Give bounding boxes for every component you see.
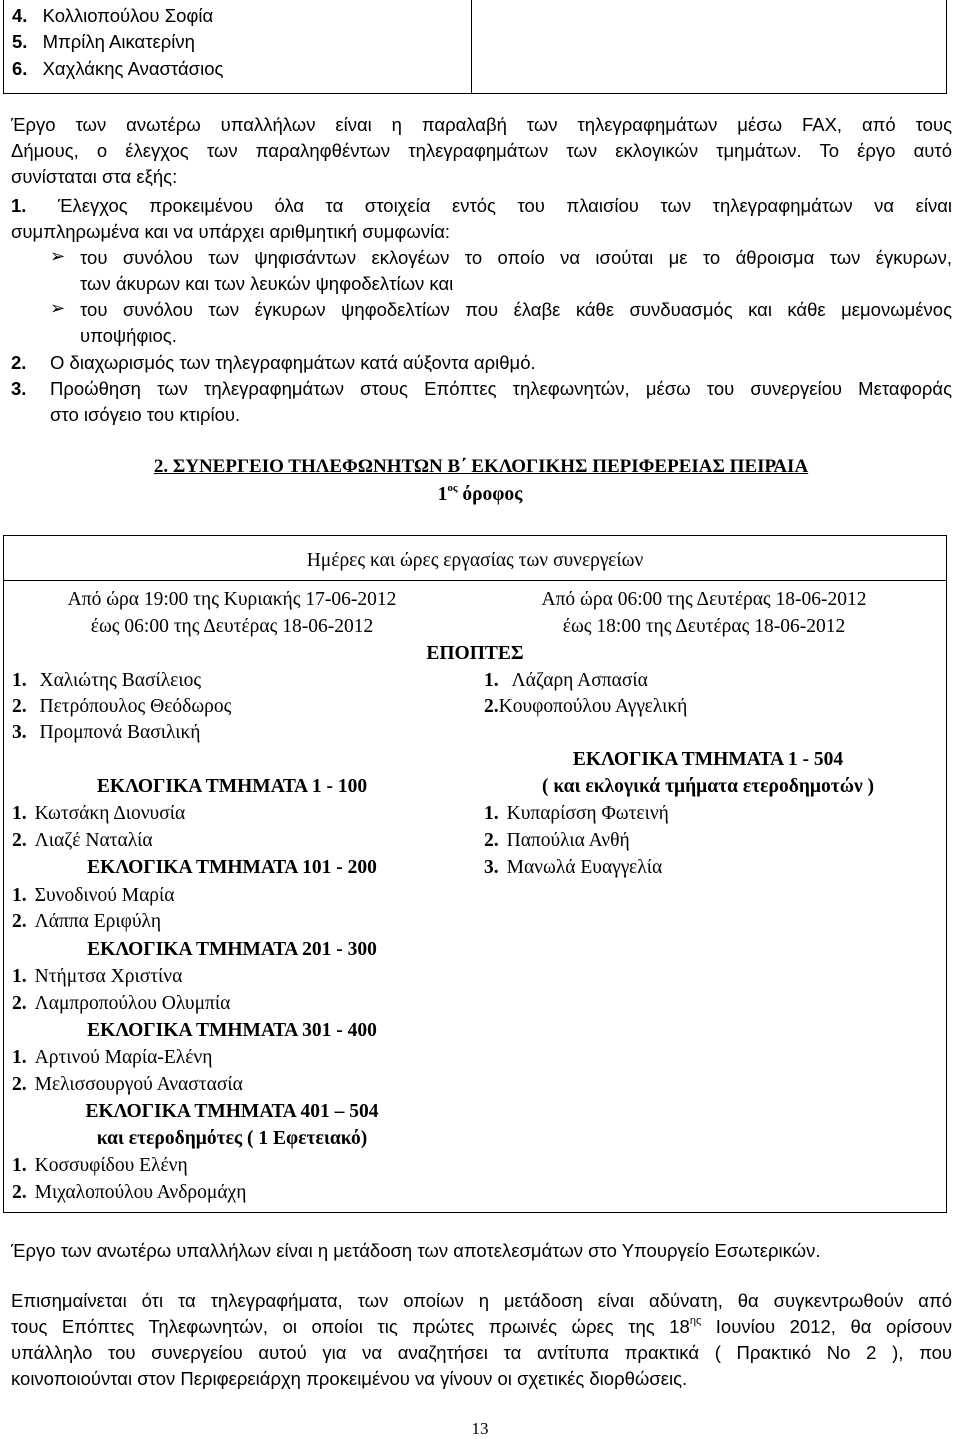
group-subtitle: και ετεροδημότες ( 1 Εφετειακό) bbox=[96, 1128, 368, 1149]
left-shift-end: έως 06:00 της Δευτέρας 18-06-2012 bbox=[90, 616, 374, 637]
floor-label: $1^{o\varsigma}$ όροφος bbox=[437, 482, 523, 505]
bullet-text: του συνόλου των ψηφισάντων εκλογέων το οποίο να ισούται με το άθροισμα των έγκυρων, bbox=[80, 247, 952, 268]
left-supervisor: 2. Πετρόπουλος Θεόδωρος bbox=[12, 696, 232, 717]
step-number: 1. bbox=[11, 195, 27, 216]
intro-paragraph-line: συνίσταται στα εξής: bbox=[11, 166, 178, 187]
left-shift-start: Από ώρα 19:00 της Κυριακής 17-06-2012 bbox=[67, 589, 397, 610]
group-member: 1. Κοσσυφίδου Ελένη bbox=[12, 1155, 188, 1176]
group-member: 2. Μελισσουργού Αναστασία bbox=[12, 1074, 243, 1095]
group-title: ΕΚΛΟΓΙΚΑ ΤΜΗΜΑΤΑ 401 – 504 bbox=[85, 1101, 379, 1122]
group-title: ΕΚΛΟΓΙΚΑ ΤΜΗΜΑΤΑ 201 - 300 bbox=[87, 939, 377, 960]
group-member: 2. Λαμπροπούλου Ολυμπία bbox=[12, 993, 231, 1014]
arrow-bullet-icon: ➢ bbox=[50, 298, 66, 318]
group-member: 2. Λάππα Εριφύλη bbox=[12, 911, 162, 932]
top-box-left-border bbox=[3, 0, 4, 94]
group-member: 2. Παπούλια Ανθή bbox=[484, 830, 630, 851]
table-right-border bbox=[946, 535, 947, 1213]
group-member: 1. Κωτσάκη Διονυσία bbox=[12, 803, 186, 824]
step-text: Προώθηση των τηλεγραφημάτων στους Επόπτες τηλεφωνητών, μέσω του συνεργείου Μεταφοράς bbox=[50, 378, 952, 399]
table-top-border bbox=[3, 535, 947, 536]
top-box-bottom-border bbox=[3, 93, 947, 94]
top-list-item: 6. Χαχλάκης Αναστάσιος bbox=[12, 58, 224, 79]
footer-paragraph: Έργο των ανωτέρω υπαλλήλων είναι η μετάδοση των αποτελεσμάτων στο Υπουργείο Εσωτερικών. bbox=[11, 1240, 821, 1261]
left-supervisor: 1. Χαλιώτης Βασίλειος bbox=[12, 670, 202, 691]
footer-paragraph-line: κοινοποιούνται στον Περιφερειάρχη προκειμένου να γίνουν οι σχετικές διορθώσεις. bbox=[11, 1368, 688, 1389]
step-text: Έλεγχος προκειμένου όλα τα στοιχεία εντός του πλαισίου των τηλεγραφημάτων να είναι bbox=[58, 195, 952, 216]
group-member: 2. Μιχαλοπούλου Ανδρομάχη bbox=[12, 1182, 247, 1203]
group-title: ΕΚΛΟΓΙΚΑ ΤΜΗΜΑΤΑ 1 - 504 bbox=[572, 749, 844, 770]
right-shift-end: έως 18:00 της Δευτέρας 18-06-2012 bbox=[562, 616, 846, 637]
intro-paragraph-line: Δήμους, ο έλεγχος των παραληφθέντων τηλεγραφημάτων των εκλογικών τμημάτων. Το έργο αυτό bbox=[11, 140, 952, 161]
group-subtitle: ( και εκλογικά τμήματα ετεροδημοτών ) bbox=[541, 776, 875, 797]
group-title: ΕΚΛΟΓΙΚΑ ΤΜΗΜΑΤΑ 1 - 100 bbox=[96, 776, 368, 797]
group-member: 1. Ντήμτσα Χριστίνα bbox=[12, 966, 183, 987]
right-shift-start: Από ώρα 06:00 της Δευτέρας 18-06-2012 bbox=[541, 589, 867, 610]
step-text: στο ισόγειο του κτιρίου. bbox=[50, 404, 241, 425]
top-box-right-border bbox=[946, 0, 947, 94]
top-box-mid-border bbox=[471, 0, 472, 94]
table-bottom-border bbox=[3, 1212, 947, 1213]
table-header: Ημέρες και ώρες εργασίας των συνεργείων bbox=[306, 550, 644, 571]
step-number: 2. bbox=[11, 352, 27, 373]
right-supervisor: 1. Λάζαρη Ασπασία bbox=[484, 670, 648, 691]
group-member: 1. Συνοδινού Μαρία bbox=[12, 885, 175, 906]
group-title: ΕΚΛΟΓΙΚΑ ΤΜΗΜΑΤΑ 301 - 400 bbox=[87, 1020, 377, 1041]
group-member: 3. Μανωλά Ευαγγελία bbox=[484, 857, 663, 878]
supervisors-label: ΕΠΟΠΤΕΣ bbox=[426, 643, 524, 664]
footer-paragraph-line: Επισημαίνεται ότι τα τηλεγραφήματα, των οποίων η μετάδοση είναι αδύνατη, θα συγκεντρωθούν από bbox=[11, 1290, 952, 1311]
left-supervisor: 3. Προμπονά Βασιλική bbox=[12, 722, 201, 743]
arrow-bullet-icon: ➢ bbox=[50, 246, 66, 266]
step-text: συμπληρωμένα και να υπάρχει αριθμητική συμφωνία: bbox=[11, 221, 451, 242]
bullet-text: του συνόλου των έγκυρων ψηφοδελτίων που έλαβε κάθε συνδυασμός και κάθε μεμονωμένος bbox=[80, 299, 952, 320]
table-left-border bbox=[3, 535, 4, 1213]
group-member: 2. Λιαζέ Ναταλία bbox=[12, 830, 153, 851]
group-title: ΕΚΛΟΓΙΚΑ ΤΜΗΜΑΤΑ 101 - 200 bbox=[87, 857, 377, 878]
footer-paragraph-line: υπάλληλο του συνεργείου αυτού για να αναζητήσει τα αντίτυπα πρακτικά ( Πρακτικό Νο 2 ), που bbox=[11, 1342, 952, 1363]
step-text: Ο διαχωρισμός των τηλεγραφημάτων κατά αύξοντα αριθμό. bbox=[50, 352, 536, 373]
top-list-item: 5. Μπρίλη Αικατερίνη bbox=[12, 31, 195, 52]
intro-paragraph-line: Έργο των ανωτέρω υπαλλήλων είναι η παραλαβή των τηλεγραφημάτων μέσω FAX, από τους bbox=[11, 114, 952, 135]
page-number: 13 bbox=[471, 1419, 489, 1438]
step-number: 3. bbox=[11, 378, 27, 399]
section-heading: 2. ΣΥΝΕΡΓΕΙΟ ΤΗΛΕΦΩΝΗΤΩΝ Β΄ ΕΚΛΟΓΙΚΗΣ ΠΕΡΙΦΕΡΕΙΑΣ ΠΕΙΡΑΙΑ bbox=[153, 456, 809, 477]
right-supervisor: 2.Κουφοπούλου Αγγελική bbox=[484, 696, 688, 717]
bullet-text: υποψήφιος. bbox=[80, 325, 177, 346]
table-header-divider bbox=[3, 580, 947, 581]
top-list-item: 4. Κολλιοπούλου Σοφία bbox=[12, 5, 214, 26]
group-member: 1. Αρτινού Μαρία-Ελένη bbox=[12, 1047, 213, 1068]
footer-paragraph-line: τους Επόπτες Τηλεφωνητών, οι οποίοι τις πρώτες πρωινές ώρες της $18^{\eta\varsigma}$ Ιουνίου 2012, θα ορίσουν bbox=[11, 1315, 952, 1337]
bullet-text: των άκυρων και των λευκών ψηφοδελτίων και bbox=[80, 273, 454, 294]
group-member: 1. Κυπαρίσση Φωτεινή bbox=[484, 803, 669, 824]
